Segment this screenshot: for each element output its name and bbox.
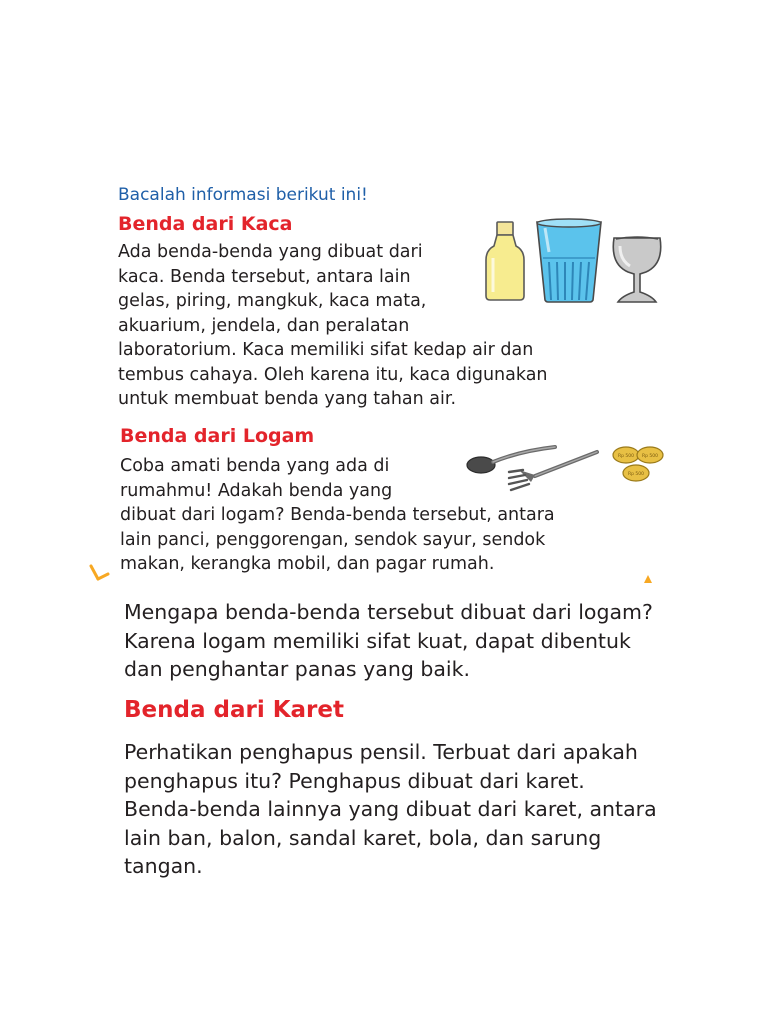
text-line: Coba amati benda yang ada di [120,456,390,476]
text-line: dan penghantar panas yang baik. [124,657,471,681]
text-line: Mengapa benda-benda tersebut dibuat dari logam? [124,600,653,624]
text-line: makan, kerangka mobil, dan pagar rumah. [120,554,495,574]
paragraph-karet [124,738,657,881]
heading-benda-dari-logam: Benda dari Logam [120,425,315,447]
text-line: Karena logam memiliki sifat kuat, dapat dibentuk [124,628,631,653]
coin-label: Rp 500 [627,472,645,477]
orange-arrow-decoration [88,562,110,584]
paragraph-logam-explanation [124,598,653,684]
text-line: lain ban, balon, sandal karet, bola, dan sarung [124,825,602,850]
text-line: penghapus itu? Penghapus dibuat dari karet. [124,768,585,793]
coin-label: Rp 500 [641,454,659,459]
orange-triangle-decoration [643,574,653,584]
wine-glass-illustration [608,234,666,306]
text-line: akuarium, jendela, dan peralatan [118,315,410,336]
text-line: gelas, piring, mangkuk, kaca mata, [118,291,427,311]
text-line: dibuat dari logam? Benda-benda tersebut, antara [120,505,555,525]
glass-bottle-illustration [484,220,526,302]
text-line: lain panci, penggorengan, sendok sayur, sendok [120,529,546,550]
text-line: tangan. [124,854,203,878]
intro-instruction: Bacalah informasi berikut ini! [118,185,368,205]
text-line: tembus cahaya. Oleh karena itu, kaca digunakan [118,364,548,385]
heading-benda-dari-kaca: Benda dari Kaca [118,213,293,235]
text-line: laboratorium. Kaca memiliki sifat kedap air dan [118,340,534,360]
coins-illustration [610,442,666,486]
text-line: untuk membuat benda yang tahan air. [118,389,457,409]
text-line: kaca. Benda tersebut, antara lain [118,266,411,287]
text-line: Benda-benda lainnya yang dibuat dari karet, antara [124,797,657,821]
text-line: Ada benda-benda yang dibuat dari [118,242,423,262]
text-line: Perhatikan penghapus pensil. Terbuat dari apakah [124,740,638,764]
coin-label: Rp 500 [617,454,635,459]
text-line: rumahmu! Adakah benda yang [120,480,393,501]
drinking-glass-illustration [535,218,603,304]
fork-illustration [505,448,601,492]
heading-benda-dari-karet: Benda dari Karet [124,697,344,723]
